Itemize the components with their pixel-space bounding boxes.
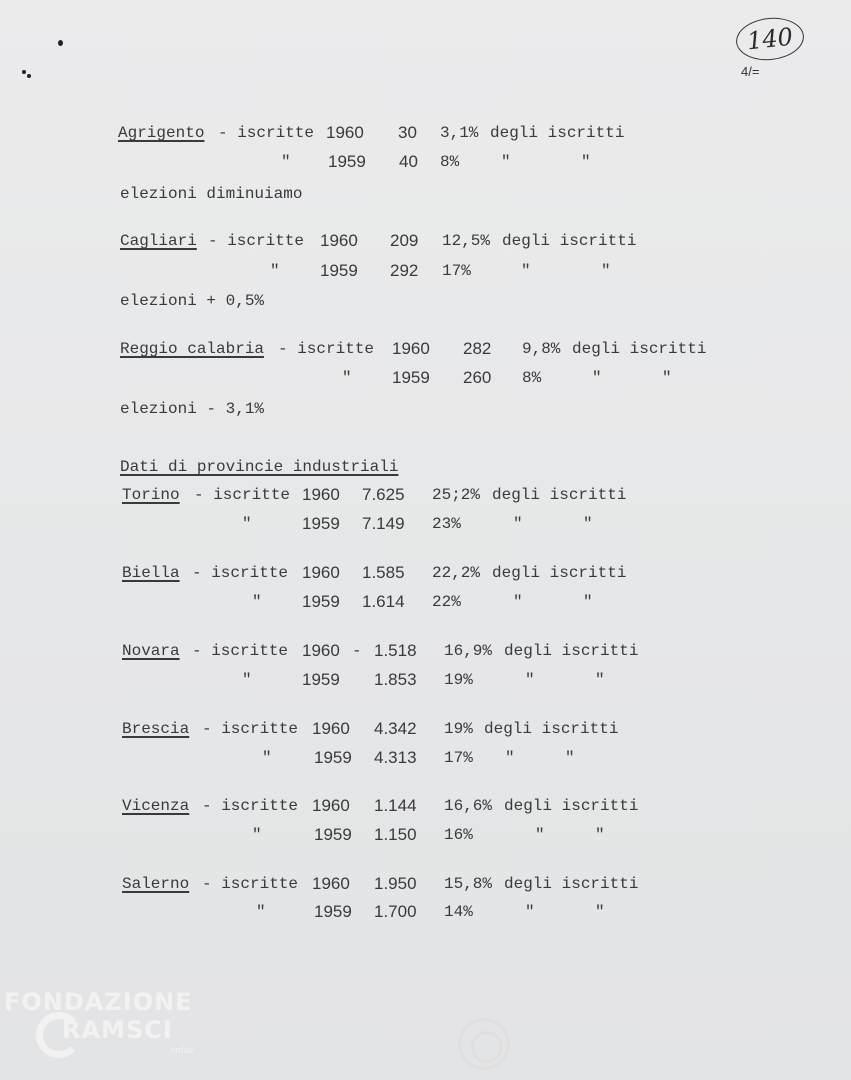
count: 1.585 (362, 563, 405, 582)
suffix: degli iscritti (504, 875, 639, 893)
ditto-mark: " (595, 671, 605, 689)
province-name: Brescia (122, 720, 190, 738)
percent: 16,9% (444, 642, 493, 660)
percent: 14% (444, 903, 473, 921)
ditto-mark: " (342, 369, 352, 387)
fondazione-gramsci-watermark (4, 988, 214, 1074)
count: 292 (390, 261, 419, 280)
province-name: Salerno (122, 875, 190, 893)
count: 7.149 (362, 514, 405, 533)
year: 1959 (392, 368, 430, 387)
ditto-mark: " (583, 593, 593, 611)
percent: 8% (440, 153, 460, 171)
ditto-mark: " (592, 369, 602, 387)
province-name: Cagliari (120, 232, 197, 250)
ditto-mark: " (242, 671, 252, 689)
count: 4.313 (374, 748, 417, 767)
label-iscritte: - iscritte (202, 875, 299, 893)
percent: 15,8% (444, 875, 493, 893)
percent: 16,6% (444, 797, 493, 815)
ditto-mark: " (601, 262, 611, 280)
percent: 22% (432, 593, 461, 611)
percent: 9,8% (522, 340, 561, 358)
province-name: Reggio calabria (120, 340, 265, 358)
percent: 16% (444, 826, 473, 844)
dash: - (352, 642, 362, 660)
count: 1.518 (374, 641, 417, 660)
count: 7.625 (362, 485, 405, 504)
ditto-mark: " (595, 903, 605, 921)
count: 30 (398, 123, 417, 142)
percent: 19% (444, 671, 473, 689)
archive-stamp-icon (458, 1018, 510, 1070)
province-name: Novara (122, 642, 180, 660)
elections-note: elezioni - 3,1% (120, 400, 265, 418)
percent: 22,2% (432, 564, 481, 582)
suffix: degli iscritti (484, 720, 619, 738)
ditto-mark: " (256, 903, 266, 921)
ditto-mark: " (252, 826, 262, 844)
year: 1960 (302, 563, 340, 582)
percent: 3,1% (440, 124, 479, 142)
percent: 17% (442, 262, 471, 280)
count: 1.150 (374, 825, 417, 844)
suffix: degli iscritti (492, 486, 627, 504)
suffix: degli iscritti (572, 340, 707, 358)
suffix: degli iscritti (504, 642, 639, 660)
ditto-mark: " (262, 749, 272, 767)
year: 1960 (312, 796, 350, 815)
ditto-mark: " (565, 749, 575, 767)
label-iscritte: - iscritte (202, 797, 299, 815)
year: 1959 (302, 592, 340, 611)
suffix: degli iscritti (490, 124, 625, 142)
label-iscritte: - iscritte (208, 232, 305, 250)
suffix: degli iscritti (504, 797, 639, 815)
percent: 25;2% (432, 486, 481, 504)
year: 1959 (314, 902, 352, 921)
province-name: Vicenza (122, 797, 190, 815)
year: 1960 (326, 123, 364, 142)
ditto-mark: " (525, 903, 535, 921)
ditto-mark: " (535, 826, 545, 844)
ditto-mark: " (595, 826, 605, 844)
label-iscritte: - iscritte (192, 564, 289, 582)
percent: 12,5% (442, 232, 491, 250)
ditto-mark: " (581, 153, 591, 171)
year: 1959 (314, 825, 352, 844)
province-name: Biella (122, 564, 180, 582)
suffix: degli iscritti (502, 232, 637, 250)
count: 1.700 (374, 902, 417, 921)
punch-mark (58, 40, 63, 46)
ditto-mark: " (281, 153, 291, 171)
year: 1959 (328, 152, 366, 171)
percent: 17% (444, 749, 473, 767)
count: 1.144 (374, 796, 417, 815)
year: 1960 (392, 339, 430, 358)
ditto-mark: " (270, 262, 280, 280)
count: 282 (463, 339, 492, 358)
ditto-mark: " (513, 593, 523, 611)
year: 1960 (302, 641, 340, 660)
count: 1.853 (374, 670, 417, 689)
label-iscritte: - iscritte (202, 720, 299, 738)
watermark-line1: FONDAZIONE (4, 988, 193, 1016)
label-iscritte: - iscritte (192, 642, 289, 660)
year: 1960 (312, 719, 350, 738)
ditto-mark: " (513, 515, 523, 533)
province-name: Torino (122, 486, 180, 504)
year: 1960 (312, 874, 350, 893)
ditto-mark: " (662, 369, 672, 387)
punch-mark (22, 70, 26, 74)
ditto-mark: " (252, 593, 262, 611)
watermark-line2: RAMSCI (62, 1016, 173, 1044)
ditto-mark: " (505, 749, 515, 767)
count: 1.614 (362, 592, 405, 611)
sheet-marker: 4/= (741, 64, 760, 79)
suffix: degli iscritti (492, 564, 627, 582)
watermark-line3: onlus (170, 1046, 195, 1056)
ditto-mark: " (501, 153, 511, 171)
label-iscritte: - iscritte (218, 124, 315, 142)
label-iscritte: - iscritte (278, 340, 375, 358)
ditto-mark: " (521, 262, 531, 280)
count: 1.950 (374, 874, 417, 893)
province-name: Agrigento (118, 124, 205, 142)
percent: 23% (432, 515, 461, 533)
year: 1959 (302, 514, 340, 533)
percent: 8% (522, 369, 542, 387)
year: 1959 (314, 748, 352, 767)
label-iscritte: - iscritte (194, 486, 291, 504)
year: 1959 (302, 670, 340, 689)
year: 1960 (302, 485, 340, 504)
count: 209 (390, 231, 419, 250)
count: 260 (463, 368, 492, 387)
year: 1959 (320, 261, 358, 280)
year: 1960 (320, 231, 358, 250)
ditto-mark: " (242, 515, 252, 533)
section-heading: Dati di provincie industriali (120, 458, 399, 476)
elections-note: elezioni diminuiamo (120, 185, 303, 203)
percent: 19% (444, 720, 473, 738)
ditto-mark: " (525, 671, 535, 689)
ditto-mark: " (583, 515, 593, 533)
count: 4.342 (374, 719, 417, 738)
page-number: 140 (734, 15, 806, 64)
count: 40 (399, 152, 418, 171)
punch-mark (27, 74, 31, 78)
elections-note: elezioni + 0,5% (120, 292, 265, 310)
